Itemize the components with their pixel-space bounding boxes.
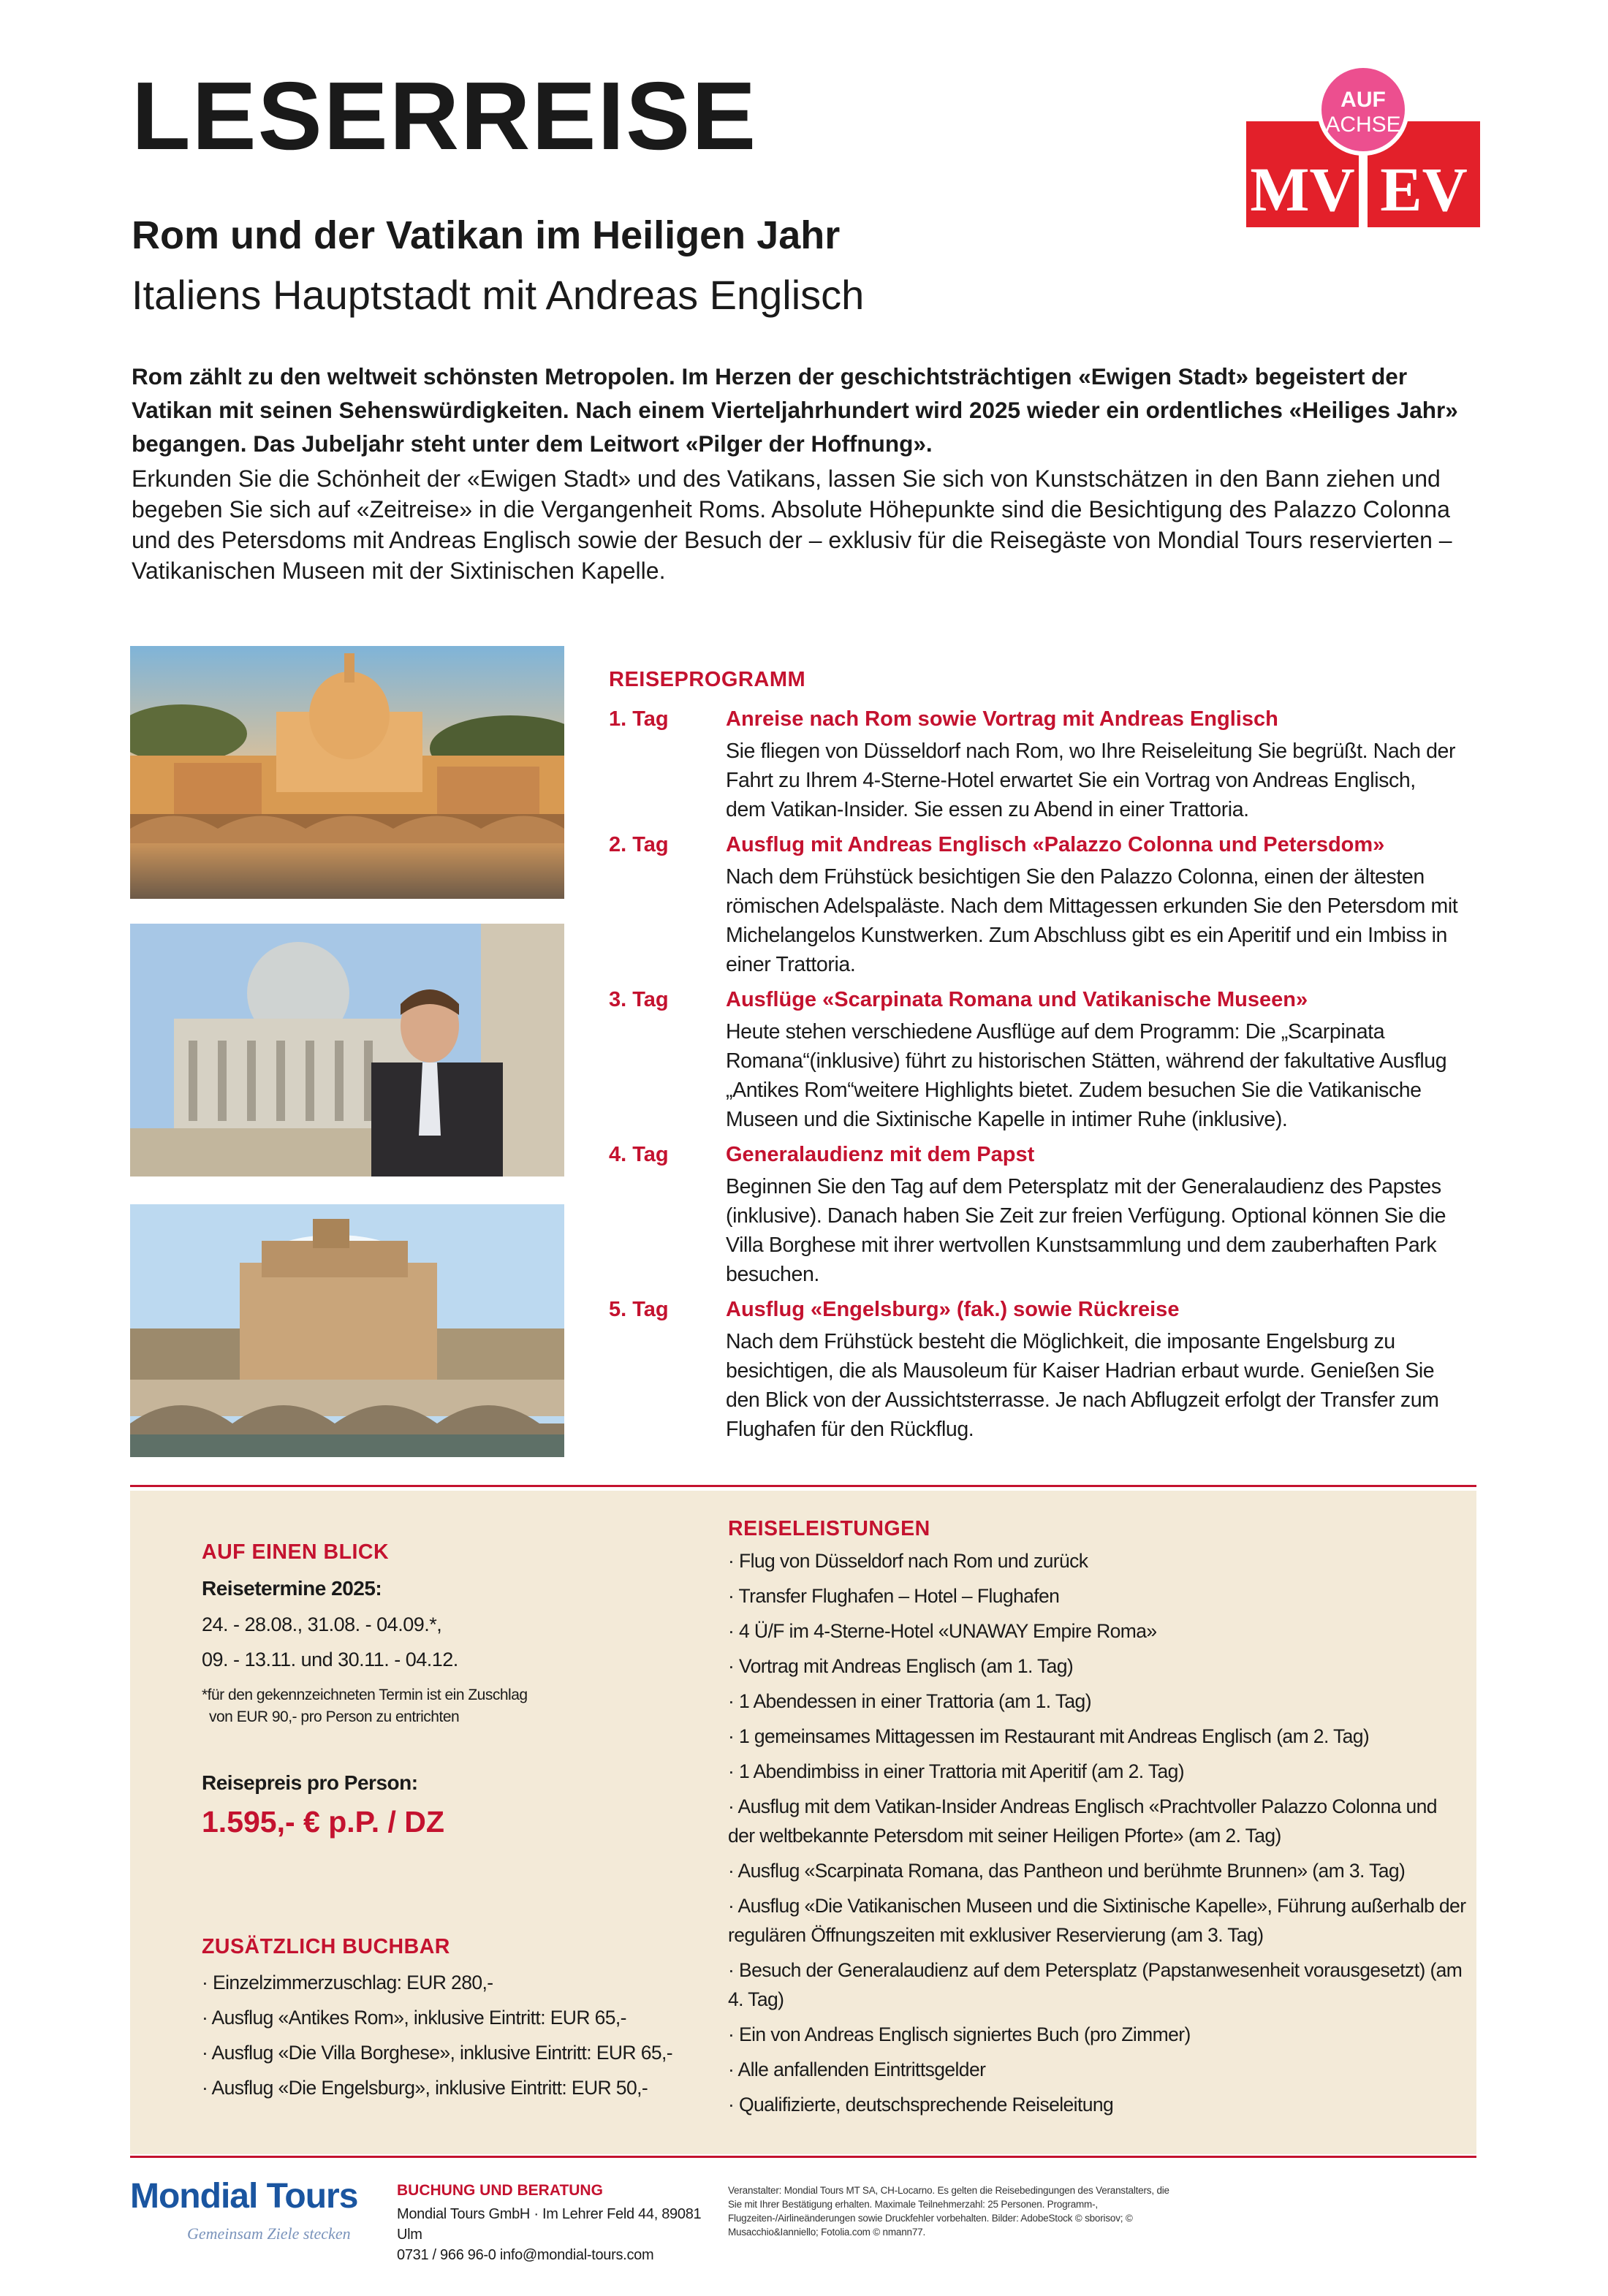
dates-note-1: *für den gekennzeichneten Termin ist ein Zuschlag xyxy=(202,1687,528,1703)
services-item: · Ausflug mit dem Vatikan-Insider Andreas Englisch «Prachtvoller Palazzo Colonna und der weltbekannte Petersdom mit seiner Heiligen Pforte» (am 2. Tag) xyxy=(728,1792,1466,1850)
extras-item: · Ausflug «Die Villa Borghese», inklusive Eintritt: EUR 65,- xyxy=(202,2038,713,2067)
program-heading: REISEPROGRAMM xyxy=(609,668,806,691)
mondial-tours-slogan: Gemeinsam Ziele stecken xyxy=(187,2224,351,2243)
dates-line-2: 09. - 13.11. und 30.11. - 04.12. xyxy=(202,1649,458,1670)
extras-item: · Einzelzimmerzuschlag: EUR 280,- xyxy=(202,1968,713,1997)
day-title: Ausflüge «Scarpinata Romana und Vatikanische Museen» xyxy=(726,988,1308,1011)
services-item: · Besuch der Generalaudienz auf dem Petersplatz (Papstanwesenheit vorausgesetzt) (am 4. Tag) xyxy=(728,1955,1466,2014)
mvev-logo xyxy=(1246,64,1480,232)
contact-line: 0731 / 966 96-0 info@mondial-tours.com xyxy=(397,2247,654,2263)
extras-item: · Ausflug «Antikes Rom», inklusive Eintritt: EUR 65,- xyxy=(202,2003,713,2032)
svg-text:MV: MV xyxy=(1250,154,1355,224)
intro-lead: Rom zählt zu den weltweit schönsten Metropolen. Im Herzen der geschichtsträchtigen «Ewigen Stadt» begeistert der Vatikan mit seinen Sehenswürdigkeiten. Nach einem Vierteljahrhundert wird 2025 wieder ein ordentliches «Heiliges Jahr» begangen. Das Jubeljahr steht unter dem Leitwort «Pilger der Hoffnung». xyxy=(132,363,1458,457)
booking-heading: BUCHUNG UND BERATUNG xyxy=(397,2182,603,2199)
day-number: 1. Tag xyxy=(609,707,669,731)
services-item: · Transfer Flughafen – Hotel – Flughafen xyxy=(728,1581,1466,1611)
page-title: LESERREISE xyxy=(132,62,758,170)
services-item: · 4 Ü/F im 4-Sterne-Hotel «UNAWAY Empire Roma» xyxy=(728,1616,1466,1646)
extras-item: · Ausflug «Die Engelsburg», inklusive Eintritt: EUR 50,- xyxy=(202,2073,713,2102)
day-number: 3. Tag xyxy=(609,988,669,1011)
svg-text:EV: EV xyxy=(1380,154,1468,224)
services-item: · Flug von Düsseldorf nach Rom und zurück xyxy=(728,1546,1466,1575)
services-item: · Qualifizierte, deutschsprechende Reiseleitung xyxy=(728,2090,1466,2119)
day-number: 2. Tag xyxy=(609,833,669,856)
services-item: · Alle anfallenden Eintrittsgelder xyxy=(728,2055,1466,2084)
photo-engelsburg xyxy=(130,1204,564,1457)
trip-title: Rom und der Vatikan im Heiligen Jahr xyxy=(132,213,841,257)
day-title: Anreise nach Rom sowie Vortrag mit Andreas Englisch xyxy=(726,707,1278,731)
svg-text:AUF: AUF xyxy=(1340,88,1386,112)
price-label: Reisepreis pro Person: xyxy=(202,1771,418,1794)
dates-line-1: 24. - 28.08., 31.08. - 04.09.*, xyxy=(202,1613,442,1635)
day-text: Sie fliegen von Düsseldorf nach Rom, wo Ihre Reiseleitung Sie begrüßt. Nach der Fahrt zu Ihrem 4-Sterne-Hotel erwartet Sie ein Vortrag von Andreas Englisch, dem Vatikan-Insider. Sie essen zu Abend in einer Trattoria. xyxy=(726,740,1456,821)
day-text: Heute stehen verschiedene Ausflüge auf dem Programm: Die „Scarpinata Romana“(inklusive) führt zu historischen Stätten, während der fakultative Ausflug „Antikes Rom“weitere Highlights bietet. Zudem besuchen Sie die Vatikanische Museen und die Sixtinische Kapelle in intimer Ruhe (inklusive). xyxy=(726,1020,1447,1131)
day-number: 4. Tag xyxy=(609,1143,669,1166)
services-heading: REISELEISTUNGEN xyxy=(728,1517,930,1540)
extras-list xyxy=(202,1968,713,2108)
day-title: Ausflug mit Andreas Englisch «Palazzo Colonna und Petersdom» xyxy=(726,833,1385,856)
trip-subtitle: Italiens Hauptstadt mit Andreas Englisch xyxy=(132,272,865,318)
legal-notice: Veranstalter: Mondial Tours MT SA, CH-Locarno. Es gelten die Reisebedingungen des Veranstalters, die Sie mit Ihrer Bestätigung erhalten. Maximale Teilnehmerzahl: 25 Personen. Programm-, Flugzeiten-/Airlineänderungen sowie Druckfehler vorbehalten. Bilder: AdobeStock © sborisov; © Musacchio&Ianniello; Fotolia.com © nmann77. xyxy=(728,2185,1169,2238)
services-item: · Ein von Andreas Englisch signiertes Buch (pro Zimmer) xyxy=(728,2020,1466,2049)
glance-heading: AUF EINEN BLICK xyxy=(202,1540,390,1564)
day-number: 5. Tag xyxy=(609,1298,669,1321)
day-text: Nach dem Frühstück besteht die Möglichkeit, die imposante Engelsburg zu besichtigen, die als Mausoleum für Kaiser Hadrian erbaut wurde. Genießen Sie den Blick von der Aussichtsterrasse. Je nach Abflugzeit erfolgt der Transfer zum Flughafen für den Rückflug. xyxy=(726,1330,1439,1441)
services-item: · Ausflug «Scarpinata Romana, das Pantheon und berühmte Brunnen» (am 3. Tag) xyxy=(728,1856,1466,1885)
mondial-tours-logo: Mondial Tours xyxy=(130,2177,358,2216)
photo-rome-skyline xyxy=(130,646,564,899)
divider-bottom xyxy=(130,2156,1476,2158)
booking-address xyxy=(397,2204,711,2265)
services-item: · Vortrag mit Andreas Englisch (am 1. Tag) xyxy=(728,1651,1466,1681)
services-item: · Ausflug «Die Vatikanischen Museen und die Sixtinische Kapelle», Führung außerhalb der regulären Öffnungszeiten mit exklusiver Reservierung (am 3. Tag) xyxy=(728,1891,1466,1950)
price-value: 1.595,- € p.P. / DZ xyxy=(202,1805,444,1839)
day-title: Generalaudienz mit dem Papst xyxy=(726,1143,1035,1166)
day-title: Ausflug «Engelsburg» (fak.) sowie Rückreise xyxy=(726,1298,1180,1321)
divider-top xyxy=(130,1485,1476,1487)
services-item: · 1 gemeinsames Mittagessen im Restaurant mit Andreas Englisch (am 2. Tag) xyxy=(728,1722,1466,1751)
day-text: Nach dem Frühstück besichtigen Sie den Palazzo Colonna, einen der ältesten römischen Adelspaläste. Nach dem Mittagessen erkunden Sie den Petersdom mit Michelangelos Kunstwerken. Zum Abschluss gibt es ein Aperitif und ein Imbiss in einer Trattoria. xyxy=(726,865,1458,976)
photo-andreas-englisch-petersdom xyxy=(130,924,564,1176)
services-item: · 1 Abendessen in einer Trattoria (am 1. Tag) xyxy=(728,1687,1466,1716)
services-item: · 1 Abendimbiss in einer Trattoria mit Aperitif (am 2. Tag) xyxy=(728,1757,1466,1786)
services-list xyxy=(728,1546,1466,2125)
extras-heading: ZUSÄTZLICH BUCHBAR xyxy=(202,1935,450,1958)
dates-note-2: von EUR 90,- pro Person zu entrichten xyxy=(209,1708,460,1725)
day-text: Beginnen Sie den Tag auf dem Petersplatz mit der Generalaudienz des Papstes (inklusive). Danach haben Sie Zeit zur freien Verfügung. Optional können Sie die Villa Borghese mit ihrer wertvollen Kunstsammlung und dem zauberhaften Park besuchen. xyxy=(726,1175,1446,1286)
dates-label: Reisetermine 2025: xyxy=(202,1577,382,1600)
intro-body: Erkunden Sie die Schönheit der «Ewigen Stadt» und des Vatikans, lassen Sie sich von Kunstschätzen in den Bann ziehen und begeben Sie sich auf «Zeitreise» in die Vergangenheit Roms. Absolute Höhepunkte sind die Besichtigung des Palazzo Colonna und des Petersdoms mit Andreas Englisch sowie der Besuch der – exklusiv für die Reisegäste von Mondial Tours reservierten – Vatikanischen Museen mit der Sixtinischen Kapelle. xyxy=(132,465,1452,584)
address-line: Mondial Tours GmbH · Im Lehrer Feld 44, 89081 Ulm xyxy=(397,2206,702,2243)
svg-text:ACHSE: ACHSE xyxy=(1325,113,1401,137)
